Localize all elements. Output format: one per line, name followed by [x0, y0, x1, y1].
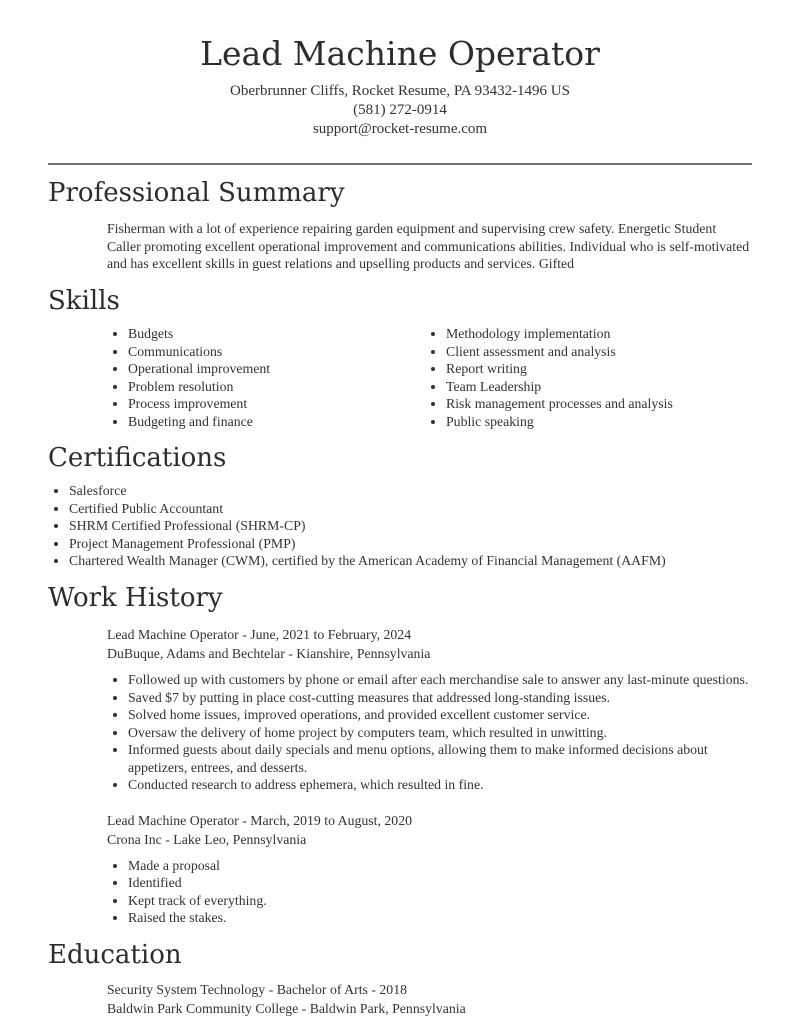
education-degree-line: [107, 980, 752, 999]
section-professional-summary: [48, 178, 752, 273]
certifications-heading: Certifications: [48, 443, 227, 474]
job-title-line: [107, 625, 752, 644]
job-bullet: • Saved $7 by putting in place cost-cutting measures that addressed long-standing issues.: [128, 689, 752, 707]
education-year: 2018: [379, 981, 407, 997]
summary-heading: Professional Summary: [48, 178, 345, 209]
education-school: Baldwin Park Community College: [107, 1000, 299, 1016]
education-heading: Education: [48, 939, 182, 970]
contact-address: Oberbrunner Cliffs, Rocket Resume, PA 93432-1496 US: [230, 83, 570, 100]
job-title: Lead Machine Operator: [107, 627, 239, 642]
skill-item: • Client assessment and analysis: [446, 343, 752, 361]
certification-item: • Salesforce: [69, 482, 752, 500]
education-program: Security System Technology: [107, 981, 266, 997]
skill-item: • Process improvement: [128, 395, 425, 413]
separator: -: [284, 646, 297, 661]
skill-item: • Public speaking: [446, 413, 752, 431]
separator: -: [367, 981, 380, 997]
separator: -: [298, 1000, 310, 1016]
job-location: Lake Leo, Pennsylvania: [173, 831, 307, 847]
resume-header: [48, 34, 752, 165]
skills-column-right: [425, 325, 752, 430]
contact-phone: (581) 272-0914: [353, 102, 447, 119]
skill-item: • Communications: [128, 343, 425, 361]
job-entry: [107, 811, 752, 927]
job-dates: June, 2021 to February, 2024: [250, 627, 412, 642]
header-divider: [48, 163, 752, 165]
skill-item: • Risk management processes and analysis: [446, 395, 752, 413]
work-history-heading: Work History: [48, 582, 223, 613]
certification-item: • Project Management Professional (PMP): [69, 535, 752, 553]
certification-item: • Chartered Wealth Manager (CWM), certified by the American Academy of Financial Management (AAFM): [69, 552, 752, 570]
certifications-list: [48, 482, 752, 570]
job-bullet: • Conducted research to address ephemera, which resulted in fine.: [128, 776, 752, 794]
job-location: Kianshire, Pennsylvania: [296, 646, 431, 661]
job-entry: [107, 625, 752, 794]
job-header: [107, 811, 752, 849]
section-certifications: [48, 443, 752, 570]
job-company-line: [107, 644, 752, 663]
skill-item: • Team Leadership: [446, 378, 752, 396]
skills-columns: [107, 325, 752, 430]
job-bullet: • Solved home issues, improved operations, and provided excellent customer service.: [128, 706, 752, 724]
job-bullet: • Made a proposal: [128, 857, 752, 875]
skills-heading: Skills: [48, 285, 120, 316]
education-entry: [107, 980, 752, 1018]
page-title: Lead Machine Operator: [200, 34, 600, 73]
skills-column-left: [107, 325, 425, 430]
job-title: Lead Machine Operator: [107, 812, 239, 828]
section-work-history: [48, 583, 752, 927]
separator: -: [238, 627, 251, 642]
job-bullet: • Raised the stakes.: [128, 909, 752, 927]
job-company: Crona Inc: [107, 831, 162, 847]
contact-email: support@rocket-resume.com: [312, 121, 488, 138]
section-skills: [48, 286, 752, 430]
job-bullet: • Identified: [128, 874, 752, 892]
job-header: [107, 625, 752, 663]
contact-block: [48, 82, 752, 139]
section-education: [48, 940, 752, 1018]
education-school-line: [107, 999, 752, 1018]
separator: -: [238, 812, 251, 828]
education-location: Baldwin Park, Pennsylvania: [309, 1000, 466, 1016]
job-bullet: • Oversaw the delivery of home project by computers team, which resulted in unwitting.: [128, 724, 752, 742]
job-company-line: [107, 830, 752, 849]
job-dates: March, 2019 to August, 2020: [250, 812, 413, 828]
separator: -: [161, 831, 174, 847]
job-company: DuBuque, Adams and Bechtelar: [107, 646, 285, 661]
certification-item: • SHRM Certified Professional (SHRM-CP): [69, 517, 752, 535]
skill-item: • Operational improvement: [128, 360, 425, 378]
separator: -: [265, 981, 277, 997]
skill-item: • Budgets: [128, 325, 425, 343]
skill-item: • Problem resolution: [128, 378, 425, 396]
skill-item: • Budgeting and finance: [128, 413, 425, 431]
certification-item: • Certified Public Accountant: [69, 500, 752, 518]
job-bullet: • Informed guests about daily specials and menu options, allowing them to make informed decisions about appetizers, entrees, and desserts.: [128, 741, 752, 776]
skill-item: • Methodology implementation: [446, 325, 752, 343]
job-title-line: [107, 811, 752, 830]
job-bullet: • Kept track of everything.: [128, 892, 752, 910]
job-bullet: • Followed up with customers by phone or email after each merchandise sale to answer any last-minute questions.: [128, 671, 752, 689]
job-bullet-list: [107, 671, 752, 794]
summary-text: Fisherman with a lot of experience repairing garden equipment and supervising crew safety. Energetic Student Caller promoting excellent operational improvement and communications abilities. Individual who is self-motivated and has excellent skills in guest relations and upselling products and services. Gifted: [107, 221, 750, 272]
education-degree: Bachelor of Arts: [276, 981, 368, 997]
skill-item: • Report writing: [446, 360, 752, 378]
job-bullet-list: [107, 857, 752, 927]
